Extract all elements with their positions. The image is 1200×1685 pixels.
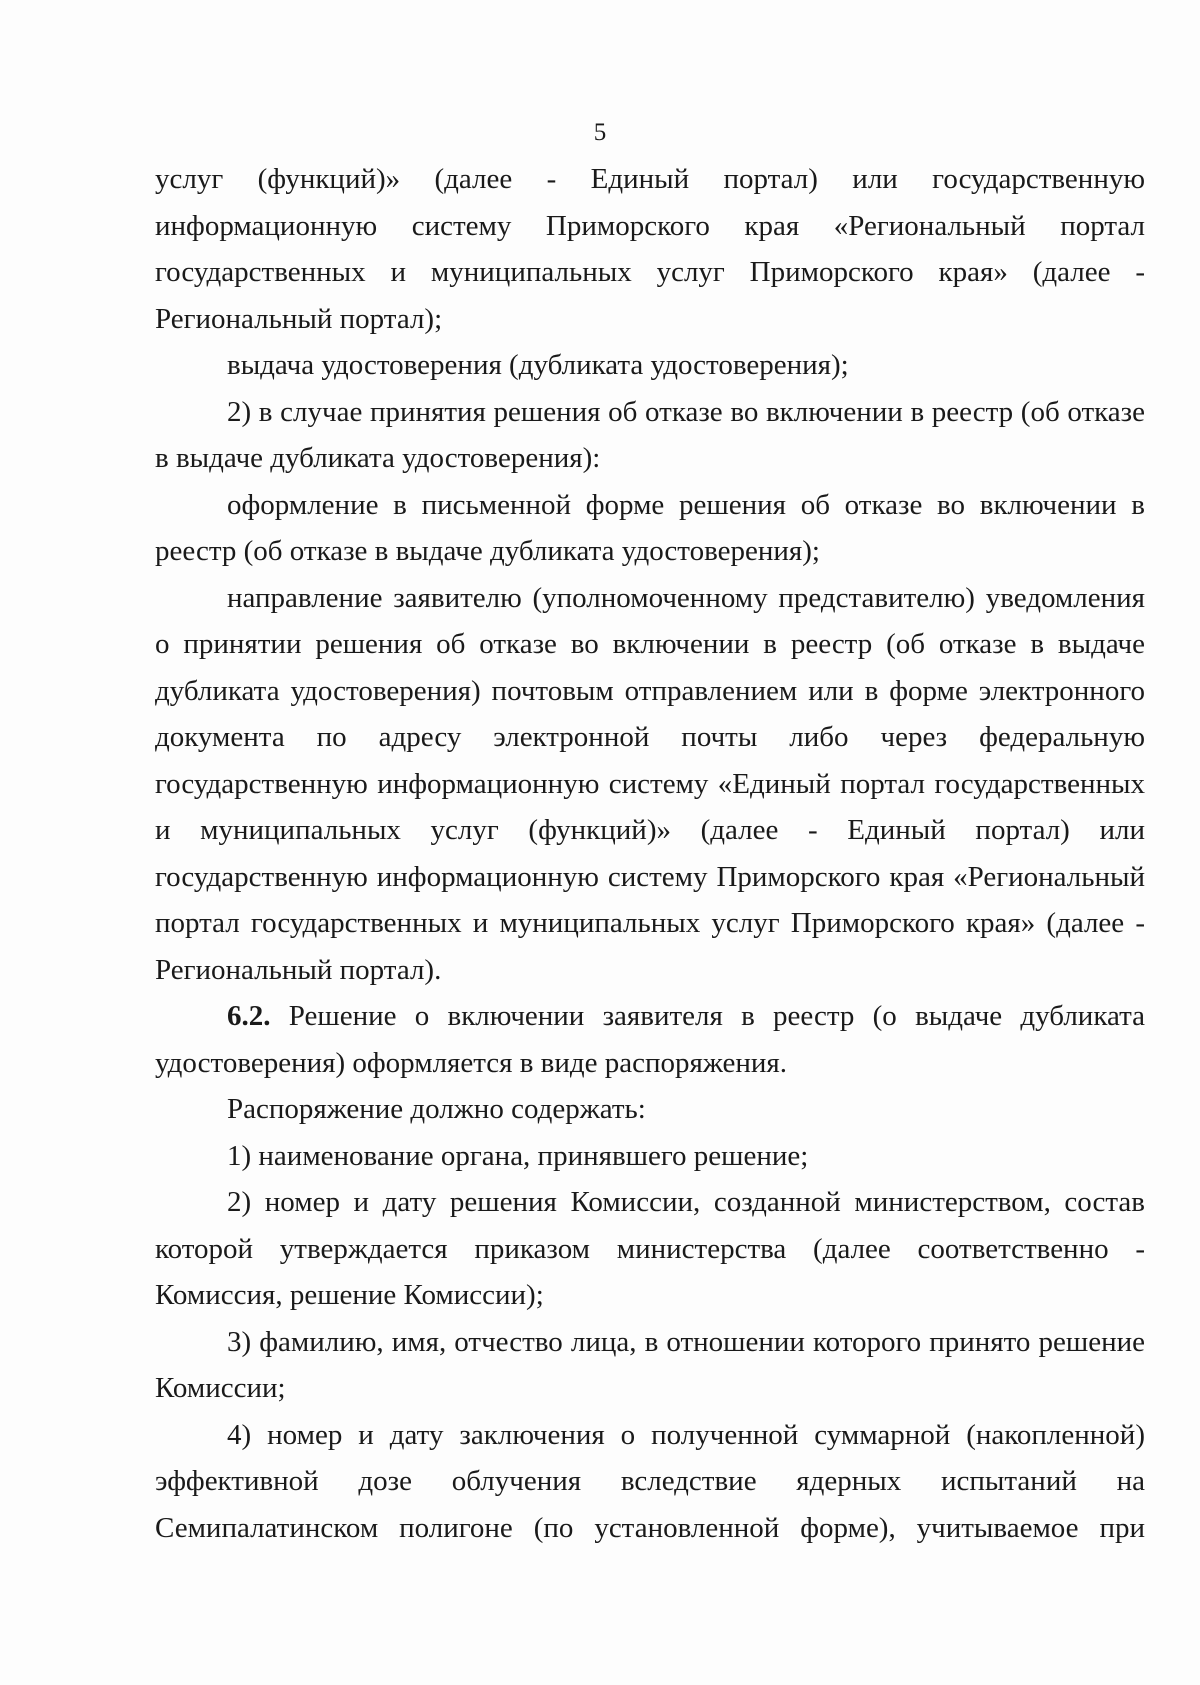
- section-number: 6.2.: [227, 1000, 271, 1032]
- list-item-2: 2) номер и дату решения Комиссии, созданной министерством, состав которой утверждается приказом министерства (далее соответственно - Комиссия, решение Комиссии);: [155, 1186, 1145, 1311]
- paragraph-section-6-2: [155, 993, 1145, 1086]
- paragraph-order-contents: Распоряжение должно содержать:: [227, 1093, 646, 1125]
- page-number: 5: [593, 119, 607, 146]
- document-body: [155, 156, 1145, 1551]
- list-item-1: 1) наименование органа, принявшего решение;: [227, 1139, 809, 1172]
- paragraph-continuation: услуг (функций)» (далее - Единый портал) или государственную информационную систему Приморского края «Региональный портал государственных и муниципальных услуг Приморского края» (далее - Региональный портал);: [155, 163, 1145, 335]
- paragraph-notification: направление заявителю (уполномоченному представителю) уведомления о принятии решения об отказе во включении в реестр (об отказе в выдаче дубликата удостоверения) почтовым отправлением или в форме электронного документа по адресу электронной почты либо через федеральную государственную информационную систему «Единый портал государственных и муниципальных услуг (функций)» (далее - Единый портал) или государственную информационную систему Приморского края «Региональный портал государственных и муниципальных услуг Приморского края» (далее - Региональный портал).: [155, 581, 1145, 986]
- list-item-3: 3) фамилию, имя, отчество лица, в отношении которого принято решение Комиссии;: [155, 1325, 1145, 1404]
- paragraph-issue-certificate: выдача удостоверения (дубликата удостоверения);: [227, 349, 849, 381]
- list-item-4: 4) номер и дату заключения о полученной суммарной (накопленной) эффективной дозе облучения вследствие ядерных испытаний на Семипалатинском полигоне (по установленной форме), учитываемое при: [155, 1418, 1145, 1544]
- paragraph-refusal-case: 2) в случае принятия решения об отказе во включении в реестр (об отказе в выдаче дубликата удостоверения):: [155, 395, 1145, 474]
- paragraph-written-decision: оформление в письменной форме решения об отказе во включении в реестр (об отказе в выдаче дубликата удостоверения);: [155, 488, 1145, 567]
- section-text: Решение о включении заявителя в реестр (о выдаче дубликата удостоверения) оформляется в виде распоряжения.: [155, 1000, 1145, 1079]
